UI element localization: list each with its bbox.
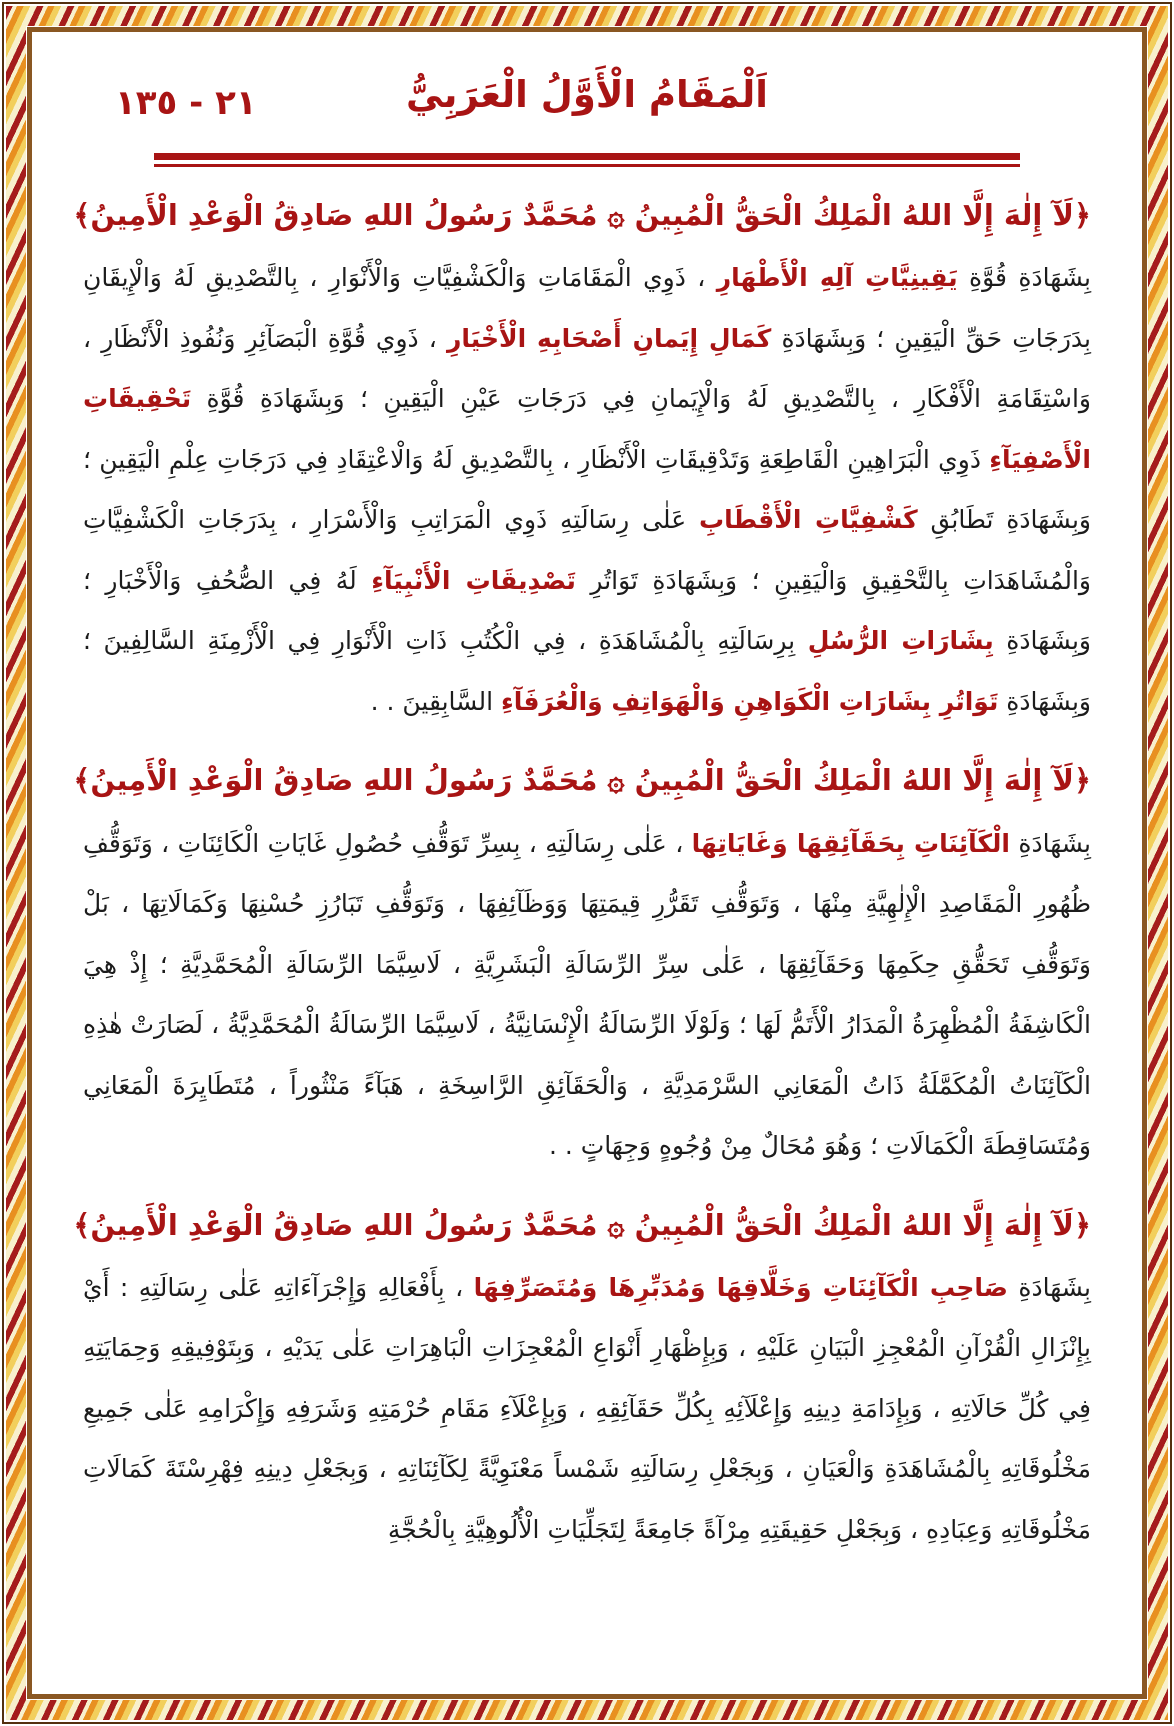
highlight-phrase: صَاحِبِ الْكَآئِنَاتِ وَخَلَّاقِهَا وَمُدَبِّرِهَا وَمُتَصَرِّفِهَا [473, 1272, 1008, 1302]
body-text: بِشَهَادَةِ [1007, 1272, 1091, 1302]
highlight-phrase: تَصْدِيقَاتِ الْأَنْبِيَآءِ [371, 565, 576, 595]
body-text: عَلٰى رِسَالَتِهِ ذَوِي الْمَرَاتِبِ وَالْأَسْرَارِ ، بِدَرَجَاتِ الْكَشْفِيَّاتِ وَالْمُشَاهَدَاتِ بِالتَّحْقِيقِ وَالْيَقِينِ ؛ وَبِشَهَادَةِ تَوَاتُرِ [83, 505, 1091, 595]
page-header [83, 69, 1091, 147]
text-section [73, 191, 1092, 732]
sections [73, 191, 1092, 1560]
paragraph [83, 814, 1091, 1177]
invocation-line: ﴿لَآ إِلٰهَ إِلَّا اللهُ الْمَلِكُ الْحَقُّ الْمُبِينُ ۞ مُحَمَّدٌ رَسُولُ اللهِ صَادِقُ الْوَعْدِ الْأَمِينُ﴾ [73, 198, 1091, 232]
body-text: ، ذَوِي قُوَّةِ الْبَصَآئِرِ وَنُفُوذِ الْأَنْظَارِ ، وَاسْتِقَامَةِ الْأَفْكَارِ ، بِالتَّصْدِيقِ لَهُ وَالْإِيَمانِ فِي دَرَجَاتِ عَيْنِ الْيَقِينِ ؛ وَبِشَهَادَةِ قُوَّةِ [83, 323, 1091, 414]
body-text: ، بِأَفْعَالِهِ وَإِجْرَآءَاتِهِ عَلٰى رِسَالَتِهِ : أَيْ بِإِنْزَالِ الْقُرْآنِ الْمُعْجِزِ الْبَيَانِ عَلَيْهِ ، وَبِإِظْهَارِ أَنْوَاعِ الْمُعْجِزَاتِ الْبَاهِرَاتِ عَلٰى يَدَيْهِ ، وَبِتَوْفِيقِهِ وَحِمَايَتِهِ فِي كُلِّ حَالَاتِهِ ، وَبِإِدَامَةِ دِينِهِ وَإِعْلَآئِهِ بِكُلِّ حَقَآئِقِهِ ، وَبِإِعْلَآءِ مَقَامِ حُرْمَتِهِ وَشَرَفِهِ وَإِكْرَامِهِ عَلٰى جَمِيعِ مَخْلُوقَاتِهِ بِالْمُشَاهَدَةِ وَالْعَيَانِ ، وَبِجَعْلِ رِسَالَتِهِ شَمْساً مَعْنَوِيَّةً لِكَآئِنَاتِهِ ، وَبِجَعْلِ دِينِهِ فِهْرِسْتَةَ كَمَالَاتِ مَخْلُوقَاتِهِ وَعِبَادِهِ ، وَبِجَعْلِ حَقِيقَتِهِ مِرْآةً جَامِعَةً لِتَجَلِّيَاتِ الْأُلُوهِيَّةِ بِالْحُجَّةِ [83, 1272, 1091, 1544]
body-text: السَّابِقِينَ . . [370, 686, 501, 716]
highlight-phrase: كَشْفِيَّاتِ الْأَقْطَابِ [698, 505, 918, 535]
divider-thin-rule [154, 164, 1021, 167]
page-numbers: ٢١ - ١٣٥ [115, 83, 257, 123]
body-text: ذَوِي الْبَرَاهِينِ الْقَاطِعَةِ وَتَدْقِيقَاتِ الْأَنْظَارِ ، بِالتَّصْدِيقِ لَهُ وَالْاعْتِقَادِ فِي دَرَجَاتِ عِلْمِ الْيَقِينِ ؛ وَبِشَهَادَةِ تَطَابُقِ [83, 444, 1091, 535]
invocation-line: ﴿لَآ إِلٰهَ إِلَّا اللهُ الْمَلِكُ الْحَقُّ الْمُبِينُ ۞ مُحَمَّدٌ رَسُولُ اللهِ صَادِقُ الْوَعْدِ الْأَمِينُ﴾ [73, 1207, 1091, 1242]
body-text: ، عَلٰى رِسَالَتِهِ ، بِسِرِّ تَوَقُّفِ حُصُولِ غَايَاتِ الْكَائِنَاتِ ، وَتَوَقُّفِ ظُهُورِ الْمَقَاصِدِ الْإِلٰهِيَّةِ مِنْهَا ، وَتَوَقُّفِ تَقَرُّرِ قِيمَتِهَا وَوَظَآئِفِهَا ، وَتَوَقُّفِ تَبَارُزِ حُسْنِهَا وَكَمَالَاتِهَا ، بَلْ وَتَوَقُّفِ تَحَقُّقِ حِكَمِهَا وَحَقَآئِقِهَا ، عَلٰى سِرِّ الرِّسَالَةِ الْبَشَرِيَّةِ ، لَاسِيَّمَا الرِّسَالَةِ الْمُحَمَّدِيَّةِ ؛ إِذْ هِيَ الْكَاشِفَةُ الْمُظْهِرَةُ الْمَدَارُ الْأَتَمُّ لَهَا ؛ وَلَوْلَا الرِّسَالَةُ الْإِنْسَانِيَّةُ ، لَاسِيَّمَا الرِّسَالَةُ الْمُحَمَّدِيَّةُ ، لَصَارَتْ هٰذِهِ الْكَآئِنَاتُ الْمُكَمَّلَةُ ذَاتُ الْمَعَانِي السَّرْمَدِيَّةِ ، وَالْحَقَآئِقِ الرَّاسِخَةِ ، هَبَآءً مَنْثُوراً ، مُتَطَايِرَةَ الْمَعَانِي وَمُتَسَاقِطَةَ الْكَمَالَاتِ ؛ وَهُوَ مُحَالٌ مِنْ وُجُوهٍ وَجِهَاتٍ . . [83, 828, 1091, 1161]
highlight-phrase: تَحْقِيقَاتِ الْأَصْفِيَآءِ [83, 384, 1091, 474]
text-section [73, 1201, 1091, 1561]
highlight-phrase: تَوَاتُرِ بِشَارَاتِ الْكَوَاهِنِ وَالْهَوَاتِفِ وَالْعُرَفَآءِ [500, 686, 999, 716]
paragraph [83, 248, 1091, 732]
text-section [73, 756, 1091, 1176]
invocation-line: ﴿لَآ إِلٰهَ إِلَّا اللهُ الْمَلِكُ الْحَقُّ الْمُبِينُ ۞ مُحَمَّدٌ رَسُولُ اللهِ صَادِقُ الْوَعْدِ الْأَمِينُ﴾ [73, 763, 1091, 798]
body-text: لَهُ فِي الصُّحُفِ وَالْأَخْبَارِ ؛ وَبِشَهَادَةِ [83, 565, 1091, 656]
paragraph [83, 1258, 1091, 1561]
highlight-phrase: كَمَالِ إِيَمانِ أَصْحَابِهِ الْأَخْيَارِ [446, 323, 772, 353]
header-divider [154, 153, 1021, 167]
page-title: اَلْمَقَامُ الْأَوَّلُ الْعَرَبِيُّ [406, 73, 768, 116]
body-text: بِشَهَادَةِ [1009, 828, 1091, 858]
body-text: بِشَهَادَةِ قُوَّةِ [957, 263, 1092, 293]
body-text: بِرِسَالَتِهِ بِالْمُشَاهَدَةِ ، فِي الْكُتُبِ ذَاتِ الْأَنْوَارِ فِي الْأَزْمِنَةِ السَّالِفِينَ ؛ وَبِشَهَادَةِ [83, 626, 1091, 716]
body-text: ، ذَوِي الْمَقَامَاتِ وَالْكَشْفِيَّاتِ وَالْأَنْوَارِ ، بِالتَّصْدِيقِ لَهُ وَالْإِيقَانِ بِدَرَجَاتِ حَقِّ الْيَقِينِ ؛ وَبِشَهَادَةِ [83, 263, 1091, 353]
highlight-phrase: بِشَارَاتِ الرُّسُلِ [807, 626, 994, 656]
highlight-phrase: يَقِينِيَّاتِ آلِهِ الْأَطْهَارِ [716, 263, 958, 293]
highlight-phrase: الْكَآئِنَاتِ بِحَقَآئِقِهَا وَغَايَاتِهَا [691, 828, 1010, 858]
page-content [33, 33, 1141, 1693]
divider-thick-rule [154, 153, 1021, 160]
